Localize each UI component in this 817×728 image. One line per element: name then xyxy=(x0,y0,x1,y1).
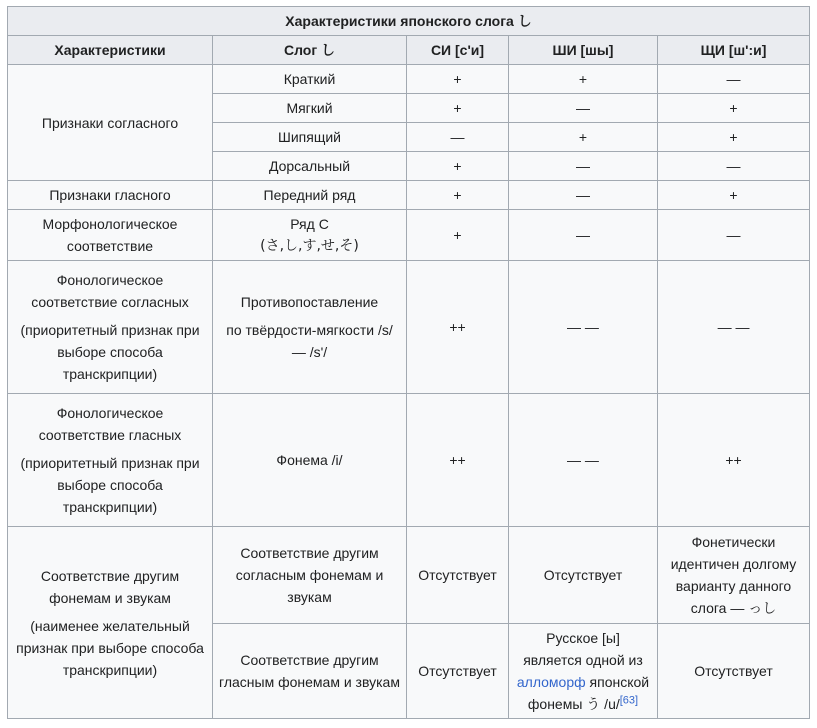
shchi-cell: ++ xyxy=(658,394,810,527)
group-consonant: Признаки согласного xyxy=(8,65,213,181)
group-text: Фонологическое соответствие согласных xyxy=(31,272,189,310)
feature-cell xyxy=(213,210,407,261)
feature-cell: Передний ряд xyxy=(213,181,407,210)
shi-cell: + xyxy=(509,123,658,152)
table-row xyxy=(8,65,810,94)
header-shi: ШИ [шы] xyxy=(509,36,658,65)
shi-cell: — xyxy=(509,181,658,210)
feature-cell: Дорсальный xyxy=(213,152,407,181)
si-cell: + xyxy=(407,65,509,94)
allomorph-link[interactable]: алломорф xyxy=(516,674,586,690)
group-vowel: Признаки гласного xyxy=(8,181,213,210)
shi-cell: Отсутствует xyxy=(509,527,658,624)
syllable-characteristics-table xyxy=(7,6,810,719)
feature-cell: Фонема /i/ xyxy=(213,394,407,527)
group-text: Соответствие другим фонемам и звукам xyxy=(40,567,180,606)
table-row xyxy=(8,527,810,624)
shi-cell: — xyxy=(509,210,658,261)
shi-text-before: Русское [ы] является одной из xyxy=(523,630,643,668)
si-cell: ++ xyxy=(407,394,509,527)
si-cell: ++ xyxy=(407,261,509,394)
feature-cell xyxy=(213,261,407,394)
shchi-cell: + xyxy=(658,94,810,123)
feature-cell: Мягкий xyxy=(213,94,407,123)
header-characteristics: Характеристики xyxy=(8,36,213,65)
table-caption-text: Характеристики японского слога し xyxy=(285,13,532,29)
feature-line: по твёрдости-мягкости /s/ — /s'/ xyxy=(226,322,393,360)
shi-text-after: японской фонемы う /u/ xyxy=(527,674,650,712)
shchi-cell: + xyxy=(658,181,810,210)
reference-sup xyxy=(620,694,638,706)
feature-cell: Соответствие другим гласным фонемам и звукам xyxy=(213,624,407,719)
group-morph: Морфонологическое соответствие xyxy=(8,210,213,261)
si-cell: + xyxy=(407,181,509,210)
si-cell: + xyxy=(407,94,509,123)
si-cell: Отсутствует xyxy=(407,527,509,624)
si-cell: + xyxy=(407,210,509,261)
reference-link[interactable]: [63] xyxy=(619,694,639,707)
group-corr xyxy=(8,527,213,719)
shi-cell: — — xyxy=(509,261,658,394)
shi-cell: — — xyxy=(509,394,658,527)
table-row xyxy=(8,181,810,210)
feature-line: (さ,し,す,せ,そ) xyxy=(260,238,359,254)
table-row xyxy=(8,210,810,261)
feature-line: Ряд С xyxy=(290,216,329,232)
header-shchi: ЩИ [ш':и] xyxy=(658,36,810,65)
si-cell: Отсутствует xyxy=(407,624,509,719)
table-caption xyxy=(8,7,810,36)
feature-cell: Шипящий xyxy=(213,123,407,152)
feature-cell: Краткий xyxy=(213,65,407,94)
si-cell: + xyxy=(407,152,509,181)
si-cell: — xyxy=(407,123,509,152)
shchi-cell: — — xyxy=(658,261,810,394)
shchi-cell: Отсутствует xyxy=(658,624,810,719)
feature-cell: Соответствие другим согласным фонемам и звукам xyxy=(213,527,407,624)
group-note: (приоритетный признак при выборе способа транскрипции) xyxy=(20,322,200,382)
shi-cell xyxy=(509,624,658,719)
shchi-cell: Фонетически идентичен долгому варианту данного слога — っし xyxy=(658,527,810,624)
header-si: СИ [с'и] xyxy=(407,36,509,65)
shi-cell: — xyxy=(509,152,658,181)
group-note: (приоритетный признак при выборе способа транскрипции) xyxy=(20,455,200,515)
group-phon-vow xyxy=(8,394,213,527)
shchi-cell: + xyxy=(658,123,810,152)
table-row xyxy=(8,394,810,527)
table-row xyxy=(8,261,810,394)
shi-cell: + xyxy=(509,65,658,94)
group-text: Фонологическое соответствие гласных xyxy=(38,405,182,443)
shi-cell: — xyxy=(509,94,658,123)
header-syllable: Слог し xyxy=(213,36,407,65)
shchi-cell: — xyxy=(658,65,810,94)
feature-line: Противопоставление xyxy=(240,294,379,310)
group-note: (наименее желательный признак при выборе способа транскрипции) xyxy=(16,617,204,678)
shchi-cell: — xyxy=(658,210,810,261)
group-phon-cons xyxy=(8,261,213,394)
shchi-cell: — xyxy=(658,152,810,181)
